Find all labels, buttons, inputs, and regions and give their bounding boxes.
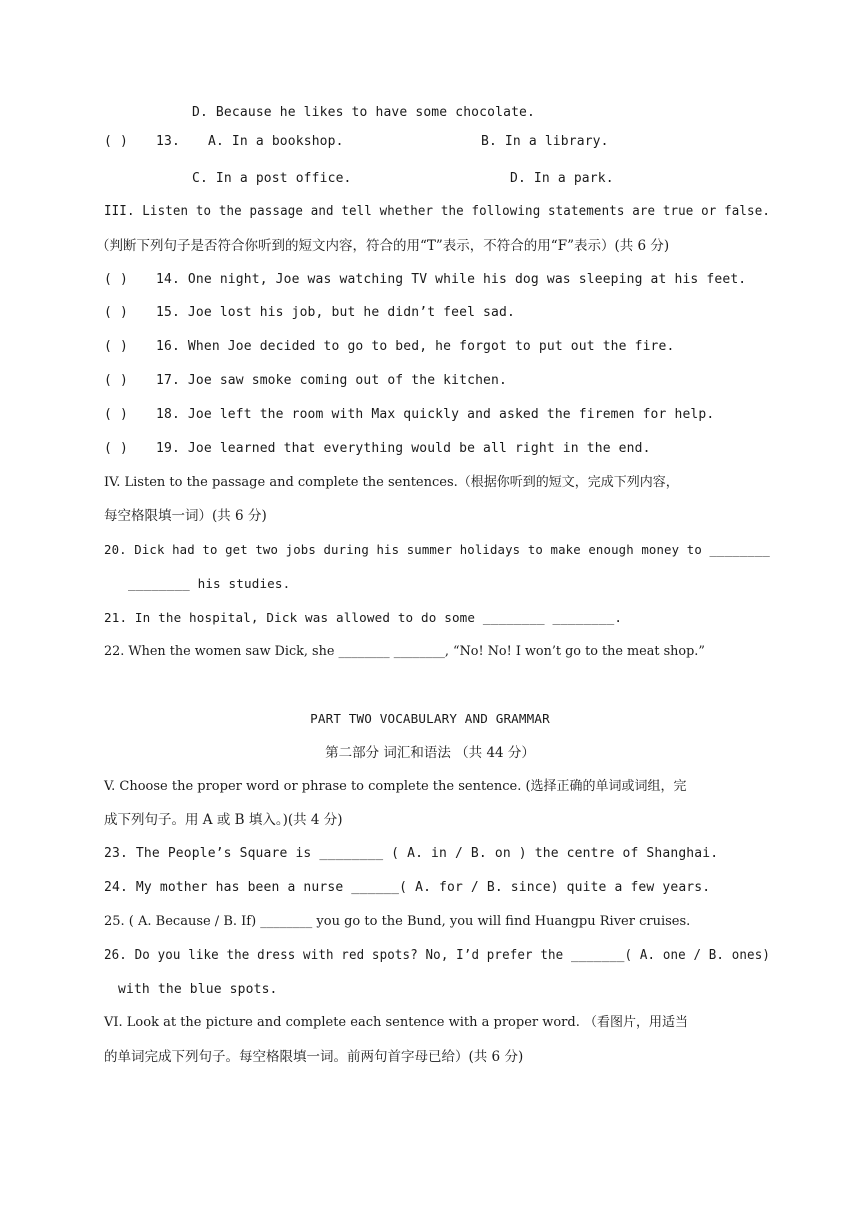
- q21: 21. In the hospital, Dick was allowed to do some ________ ________.: [104, 610, 623, 625]
- q17-paren: ( ): [104, 373, 128, 388]
- q26-line2: with the blue spots.: [118, 982, 278, 997]
- q13-option-b: B. In a library.: [481, 134, 609, 149]
- q13-number: 13.: [156, 134, 180, 149]
- q16-paren: ( ): [104, 339, 128, 354]
- q22: 22. When the women saw Dick, she ________ ________, “No! No! I won’t go to the meat shop.”: [104, 644, 705, 659]
- q13-option-c: C. In a post office.: [192, 171, 352, 186]
- q15-text: 15. Joe lost his job, but he didn’t feel sad.: [156, 305, 515, 320]
- q26-line1: 26. Do you like the dress with red spots? No, I’d prefer the _______( A. one / B. ones): [104, 948, 771, 963]
- section4-heading-cont: 每空格限填一词）(共 6 分): [104, 508, 267, 524]
- q16-text: 16. When Joe decided to go to bed, he forgot to put out the fire.: [156, 339, 675, 354]
- q20-line1: 20. Dick had to get two jobs during his summer holidays to make enough money to ________: [104, 542, 771, 557]
- q13-paren: ( ): [104, 134, 128, 149]
- q24: 24. My mother has been a nurse ______( A. for / B. since) quite a few years.: [104, 880, 711, 895]
- q20-line2: ________ his studies.: [128, 576, 291, 591]
- part-two-subtitle: 第二部分 词汇和语法 （共 44 分）: [325, 745, 535, 761]
- q18-text: 18. Joe left the room with Max quickly and asked the firemen for help.: [156, 407, 715, 422]
- section5-heading: V. Choose the proper word or phrase to complete the sentence. (选择正确的单词或词组，完: [104, 779, 687, 794]
- section6-heading: VI. Look at the picture and complete each sentence with a proper word. （看图片，用适当: [104, 1015, 688, 1030]
- q19-paren: ( ): [104, 441, 128, 456]
- q15-paren: ( ): [104, 305, 128, 320]
- q12-option-d: D. Because he likes to have some chocolate.: [192, 105, 535, 120]
- section3-instruction: （判断下列句子是否符合你听到的短文内容，符合的用“T”表示，不符合的用“F”表示）(共 6 分): [96, 238, 670, 254]
- q13-option-a: A. In a bookshop.: [208, 134, 344, 149]
- section5-heading-cont: 成下列句子。用 A 或 B 填入。)(共 4 分): [104, 812, 343, 828]
- q13-option-d: D. In a park.: [510, 171, 614, 186]
- q23: 23. The People’s Square is ________ ( A. in / B. on ) the centre of Shanghai.: [104, 846, 719, 861]
- q25: 25. ( A. Because / B. If) ________ you go to the Bund, you will find Huangpu River cruises.: [104, 914, 691, 929]
- q19-text: 19. Joe learned that everything would be all right in the end.: [156, 441, 651, 456]
- section6-heading-cont: 的单词完成下列句子。每空格限填一词。前两句首字母已给）(共 6 分): [104, 1049, 524, 1065]
- q18-paren: ( ): [104, 407, 128, 422]
- section3-heading: III. Listen to the passage and tell whether the following statements are true or false.: [104, 204, 771, 219]
- q14-paren: ( ): [104, 272, 128, 287]
- section4-heading: IV. Listen to the passage and complete the sentences.（根据你听到的短文，完成下列内容，: [104, 475, 679, 490]
- q17-text: 17. Joe saw smoke coming out of the kitchen.: [156, 373, 507, 388]
- q14-text: 14. One night, Joe was watching TV while his dog was sleeping at his feet.: [156, 272, 747, 287]
- part-two-title: PART TWO VOCABULARY AND GRAMMAR: [310, 711, 550, 726]
